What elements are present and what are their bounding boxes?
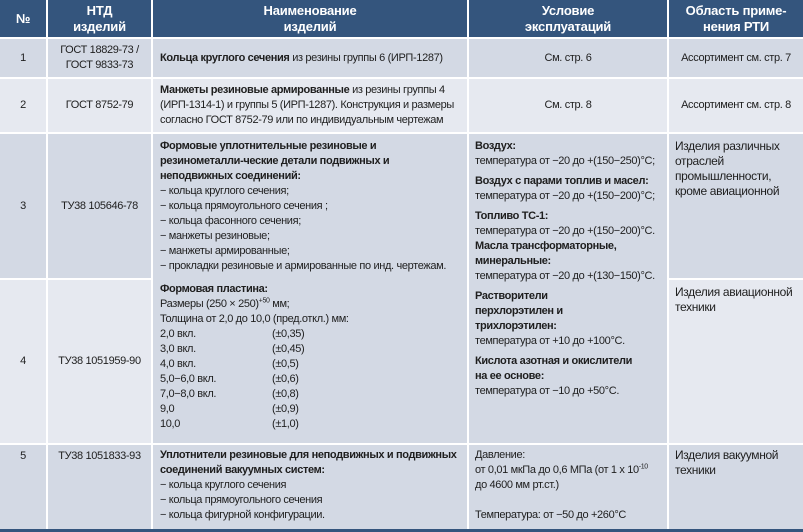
header-ntd-line: изделий bbox=[73, 18, 126, 34]
size-text: Размеры (250 × 250) bbox=[160, 298, 259, 310]
tolerance-row bbox=[160, 402, 460, 417]
condition-block bbox=[475, 174, 661, 204]
condition-title: Топливо ТС-1: bbox=[475, 210, 549, 222]
tolerance-row bbox=[160, 372, 460, 387]
condition-block bbox=[475, 354, 661, 399]
list-item: − манжеты армированные; bbox=[160, 245, 290, 257]
row3-name bbox=[160, 139, 460, 279]
condition-text: температура от −10 до +50°C. bbox=[475, 385, 620, 397]
list-item: − кольца прямоугольного сечения ; bbox=[160, 200, 328, 212]
pressure-value bbox=[475, 463, 661, 508]
header-area-line: нения РТИ bbox=[702, 18, 770, 34]
temperature-text: Температура: от −50 до +260°C bbox=[475, 509, 626, 521]
condition-title: Растворители перхлорэтилен и трихлорэтилен: bbox=[475, 290, 563, 332]
header-number-label: № bbox=[15, 10, 31, 26]
condition-block bbox=[475, 289, 661, 349]
thickness-value: 3,0 вкл. bbox=[160, 343, 196, 355]
condition-text: температура от −20 до +(150−250)°C; bbox=[475, 155, 655, 167]
list-item: − кольца круглого сечения bbox=[160, 479, 287, 491]
pressure-label: Давление: bbox=[475, 449, 525, 461]
tolerance-value: (±1,0) bbox=[272, 418, 299, 430]
ntd-line: ГОСТ 9833-73 bbox=[65, 59, 134, 71]
row4-name bbox=[160, 279, 460, 432]
condition-title: Кислота азотная и окислители на ее основе: bbox=[475, 355, 633, 382]
list-item: − манжеты резиновые; bbox=[160, 230, 270, 242]
thickness-value: 9,0 bbox=[160, 403, 175, 415]
condition-block bbox=[475, 139, 661, 169]
row5-name bbox=[153, 445, 467, 529]
name-text: из резины группы 4 (ИРП-1314-1) и группы 5 (ИРП-1287). Конструкция и размеры согласно ГОСТ 8752-79 или по индивидуальным чертежам bbox=[160, 84, 454, 126]
tolerance-value: (±0,6) bbox=[272, 373, 299, 385]
pressure-sup: -10 bbox=[638, 463, 648, 471]
name-bold: Кольца круглого сечения bbox=[160, 51, 290, 64]
condition-title: Воздух с парами топлив и масел: bbox=[475, 175, 649, 187]
condition-title: Воздух: bbox=[475, 140, 516, 152]
condition-block bbox=[475, 209, 661, 239]
thickness-value: 7,0−8,0 вкл. bbox=[160, 388, 217, 400]
row1-name bbox=[153, 39, 467, 77]
thickness-value: 5,0−6,0 вкл. bbox=[160, 373, 217, 385]
row1-ntd bbox=[48, 39, 151, 77]
row3-4-conditions bbox=[469, 134, 667, 443]
row3-4-name bbox=[153, 134, 467, 443]
name-bold: Манжеты резиновые армированные bbox=[160, 84, 350, 96]
row2-name bbox=[153, 79, 467, 132]
row2-area: Ассортимент см. стр. 8 bbox=[669, 79, 803, 132]
row3-ntd: ТУ38 105646-78 bbox=[48, 134, 151, 278]
condition-text: температура от −20 до +(150−200)°C. bbox=[475, 225, 655, 237]
size-suffix: мм; bbox=[269, 298, 290, 310]
size-line bbox=[160, 297, 460, 312]
thickness-value: 2,0 вкл. bbox=[160, 328, 196, 340]
condition-text: температура от +10 до +100°C. bbox=[475, 335, 625, 347]
thickness-value: 10,0 bbox=[160, 418, 181, 430]
tolerance-value: (±0,45) bbox=[272, 343, 305, 355]
row5-conditions bbox=[469, 445, 667, 529]
thickness-line: Толщина от 2,0 до 10,0 (пред.откл.) мм: bbox=[160, 313, 349, 325]
tolerance-row bbox=[160, 417, 460, 432]
name-title: Уплотнители резиновые для неподвижных и подвижных соединений вакуумных систем: bbox=[160, 449, 457, 476]
header-name-line: изделий bbox=[283, 18, 337, 34]
name-text: из резины группы 6 (ИРП-1287) bbox=[289, 51, 443, 64]
tolerance-value: (±0,35) bbox=[272, 328, 305, 340]
tolerance-row bbox=[160, 387, 460, 402]
row3-number: 3 bbox=[0, 134, 46, 278]
row1-area: Ассортимент см. стр. 7 bbox=[669, 39, 803, 77]
row1-number: 1 bbox=[0, 39, 46, 77]
tolerance-row bbox=[160, 327, 460, 342]
tolerance-row bbox=[160, 357, 460, 372]
pressure-text: от 0,01 мкПа до 0,6 МПа (от 1 х 10 bbox=[475, 464, 639, 476]
tolerance-value: (±0,9) bbox=[272, 403, 299, 415]
name-title: Формовые уплотнительные резиновые и резинометалли-ческие детали подвижных и неподвижных соединений: bbox=[160, 140, 390, 182]
row4-ntd: ТУ38 1051959-90 bbox=[48, 280, 151, 443]
row2-conditions: См. стр. 8 bbox=[469, 79, 667, 132]
header-ntd-line: НТД bbox=[86, 2, 113, 18]
list-item: − кольца круглого сечения; bbox=[160, 185, 289, 197]
row1-conditions: См. стр. 6 bbox=[469, 39, 667, 77]
tolerance-value: (±0,5) bbox=[272, 358, 299, 370]
row5-number: 5 bbox=[0, 445, 46, 529]
header-conditions-line: Условие bbox=[541, 2, 595, 18]
header-area-line: Область приме- bbox=[685, 2, 787, 18]
row3-area: Изделия различных отраслей промышленности, кроме авиационной bbox=[669, 134, 803, 278]
header-name-line: Наименование bbox=[263, 2, 357, 18]
header-conditions bbox=[469, 0, 667, 37]
pressure-suffix: до 4600 мм рт.ст.) bbox=[475, 479, 559, 491]
list-item: − кольца прямоугольного сечения bbox=[160, 494, 323, 506]
name-title: Формовая пластина: bbox=[160, 283, 268, 295]
row4-number: 4 bbox=[0, 280, 46, 443]
header-ntd bbox=[48, 0, 151, 37]
row4-area: Изделия авиационной техники bbox=[669, 280, 803, 443]
thickness-value: 4,0 вкл. bbox=[160, 358, 196, 370]
condition-title: Масла трансформаторные, минеральные: bbox=[475, 240, 617, 267]
row2-number: 2 bbox=[0, 79, 46, 132]
tolerance-value: (±0,8) bbox=[272, 388, 299, 400]
ntd-line: ГОСТ 18829-73 / bbox=[60, 44, 139, 56]
row2-ntd: ГОСТ 8752-79 bbox=[48, 79, 151, 132]
row5-ntd: ТУ38 1051833-93 bbox=[48, 445, 151, 529]
condition-block bbox=[475, 239, 661, 284]
row5-area: Изделия вакуумной техники bbox=[669, 445, 803, 529]
list-item: − кольца фигурной конфигурации. bbox=[160, 509, 325, 521]
header-conditions-line: эксплуатаций bbox=[524, 18, 612, 34]
size-sup: +50 bbox=[258, 297, 270, 305]
tolerance-row bbox=[160, 342, 460, 357]
header-number bbox=[0, 0, 46, 37]
condition-text: температура от −20 до +(130−150)°C. bbox=[475, 270, 655, 282]
list-item: − кольца фасонного сечения; bbox=[160, 215, 301, 227]
header-area bbox=[669, 0, 803, 37]
header-name bbox=[153, 0, 467, 37]
condition-text: температура от −20 до +(150−200)°C; bbox=[475, 190, 655, 202]
list-item: − прокладки резиновые и армированные по инд. чертежам. bbox=[160, 260, 447, 272]
